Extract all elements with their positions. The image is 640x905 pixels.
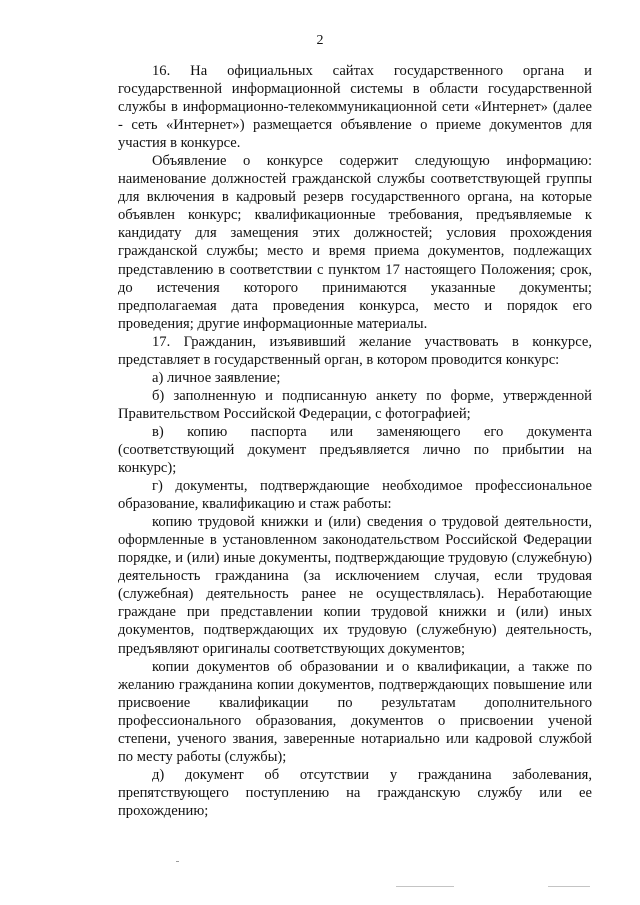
list-item-b: б) заполненную и подписанную анкету по форме, утвержденной Правительством Российской Федерации, с фотографией;	[118, 387, 592, 422]
paragraph-announcement-contents: Объявление о конкурсе содержит следующую информацию: наименование должностей гражданской службы соответствующей группы для включения в кадровый резерв государственного органа, на которые объявлен конкурс; квалификационные требования, предъявляемые к кандидату для замещения этих должностей; условия прохождения гражданской службы; место и время приема документов, подлежащих представлению в соответствии с пунктом 17 настоящего Положения; срок, до истечения которого принимаются указанные документы; предполагаемая дата проведения конкурса, место и порядок его проведения; другие информационные материалы.	[118, 153, 592, 332]
scan-artifact	[548, 886, 590, 887]
list-item-d: д) документ об отсутствии у гражданина заболевания, препятствующего поступлению на гражданскую службу или ее прохождению;	[118, 766, 592, 819]
paragraph-16: 16. На официальных сайтах государственного органа и государственной информационной системы в области государственной службы в информационно-телекоммуникационной сети «Интернет» (далее - сеть «Интернет») размещается объявление о приеме документов для участия в конкурсе.	[118, 63, 592, 152]
page-number: 2	[316, 33, 324, 48]
paragraph-work-book: копию трудовой книжки и (или) сведения о трудовой деятельности, оформленные в установленном законодательством Российской Федерации порядке, и (или) иные документы, подтверждающие трудовую (служебную) деятельность гражданина (за исключением случая, если трудовая (служебная) деятельность ранее не осуществлялась). Неработающие граждане при представлении копии трудовой книжки и (или) иных документов, подтверждающих их трудовую (служебную) деятельность, предъявляют оригиналы соответствующих документов;	[118, 514, 592, 657]
list-item-v: в) копию паспорта или заменяющего его документа (соответствующий документ предъявляется лично по прибытии на конкурс);	[118, 423, 592, 477]
list-item-a: а) личное заявление;	[152, 369, 281, 386]
scan-artifact	[396, 886, 454, 887]
document-body	[118, 62, 592, 820]
paragraph-17: 17. Гражданин, изъявивший желание участвовать в конкурсе, представляет в государственный орган, в котором проводится конкурс:	[118, 333, 592, 368]
paragraph-education-copies: копии документов об образовании и о квалификации, а также по желанию гражданина копии документов, подтверждающих повышение или присвоение квалификации по результатам дополнительного профессионального образования, документов о присвоении ученой степени, ученого звания, заверенные нотариально или кадровой службой по месту работы (службы);	[118, 658, 592, 765]
list-item-g: г) документы, подтверждающие необходимое профессиональное образование, квалификацию и стаж работы:	[118, 478, 592, 513]
scan-artifact	[176, 861, 179, 862]
